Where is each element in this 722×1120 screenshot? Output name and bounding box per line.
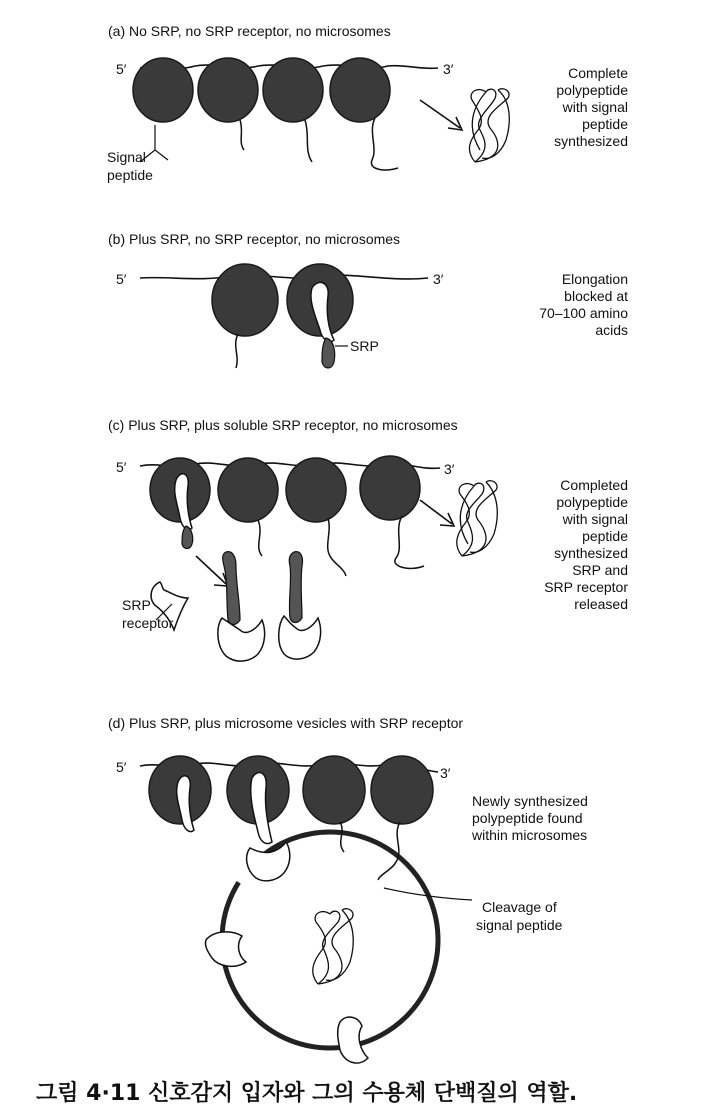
panel-b-three-prime: 3′ <box>433 271 444 287</box>
panel-c-description: synthesized <box>554 545 628 561</box>
ribosome <box>303 756 365 824</box>
ribosome <box>263 58 323 122</box>
panel-b <box>108 231 628 368</box>
panel-a-description: with signal <box>562 99 628 115</box>
panel-b-label: SRP <box>350 338 379 354</box>
panel-c-label: receptor <box>122 615 174 631</box>
srp-receptor <box>247 842 290 881</box>
panel-a-five-prime: 5′ <box>116 61 127 77</box>
nascent-chain <box>258 520 262 556</box>
nascent-chain <box>240 120 244 150</box>
ribosome <box>330 58 390 122</box>
figure-caption: 그림 4·11 신호감지 입자와 그의 수용체 단백질의 역할. <box>36 1081 578 1106</box>
nascent-chain <box>328 518 346 576</box>
panel-b-description: 70–100 amino <box>539 305 628 321</box>
panel-c-heading: (c) Plus SRP, plus soluble SRP receptor, no microsomes <box>108 417 458 433</box>
panel-d-three-prime: 3′ <box>440 765 451 781</box>
arrow <box>420 100 460 128</box>
panel-b-description: blocked at <box>564 288 628 304</box>
srp-receptor-complex <box>279 552 321 659</box>
panel-a-description: Complete <box>568 65 628 81</box>
ribosome <box>218 458 278 522</box>
srp-particle <box>322 338 335 368</box>
nascent-chain <box>371 118 398 170</box>
panel-d-description: Newly synthesized <box>472 793 588 809</box>
nascent-chain <box>340 822 344 852</box>
panel-d-label: Cleavage of <box>482 899 557 915</box>
ribosome <box>371 756 433 824</box>
panel-b-heading: (b) Plus SRP, no SRP receptor, no microsomes <box>108 231 401 247</box>
folded-polypeptide <box>313 909 354 984</box>
ribosome <box>212 264 278 336</box>
panel-d-heading: (d) Plus SRP, plus microsome vesicles with SRP receptor <box>108 715 464 731</box>
arrow <box>196 556 226 584</box>
panel-a-label: Signal <box>107 149 146 165</box>
panel-d-five-prime: 5′ <box>116 759 127 775</box>
panel-b-description: acids <box>595 322 628 338</box>
panel-a-description: synthesized <box>554 133 628 149</box>
panel-c-description: Completed <box>560 477 628 493</box>
panel-c-five-prime: 5′ <box>116 459 127 475</box>
ribosome <box>133 58 193 122</box>
srp-receptor <box>205 932 246 966</box>
nascent-chain <box>395 516 424 568</box>
panel-c-description: SRP receptor <box>544 579 628 595</box>
ribosome <box>360 456 420 520</box>
srp-receptor <box>338 1017 368 1063</box>
panel-b-five-prime: 5′ <box>116 271 127 287</box>
panel-d-description: polypeptide found <box>472 810 583 826</box>
srp-receptor-complex <box>218 552 265 661</box>
arrow <box>420 500 452 524</box>
panel-d-description: within microsomes <box>472 827 588 843</box>
panel-c <box>108 417 628 661</box>
panel-a-label: peptide <box>107 167 153 183</box>
panel-b-description: Elongation <box>561 271 628 287</box>
folded-polypeptide <box>457 481 498 556</box>
panel-d <box>108 715 588 1063</box>
ribosome <box>198 58 258 122</box>
ribosome <box>286 458 346 522</box>
panel-a-three-prime: 3′ <box>443 61 454 77</box>
panel-d-label: signal peptide <box>476 917 563 933</box>
panel-c-description: released <box>574 596 628 612</box>
panel-b-mrna <box>140 275 428 279</box>
panel-a <box>107 23 628 183</box>
panel-c-label: SRP <box>122 597 151 613</box>
nascent-chain <box>236 334 238 368</box>
folded-polypeptide <box>469 89 509 162</box>
panel-c-three-prime: 3′ <box>444 461 455 477</box>
panel-c-description: SRP and <box>572 562 628 578</box>
panel-a-description: peptide <box>582 116 628 132</box>
panel-c-description: with signal <box>562 511 628 527</box>
panel-c-description: polypeptide <box>556 494 628 510</box>
panel-a-heading: (a) No SRP, no SRP receptor, no microsomes <box>108 23 391 39</box>
panel-c-description: peptide <box>582 528 628 544</box>
nascent-chain <box>305 120 312 162</box>
panel-a-description: polypeptide <box>556 82 628 98</box>
